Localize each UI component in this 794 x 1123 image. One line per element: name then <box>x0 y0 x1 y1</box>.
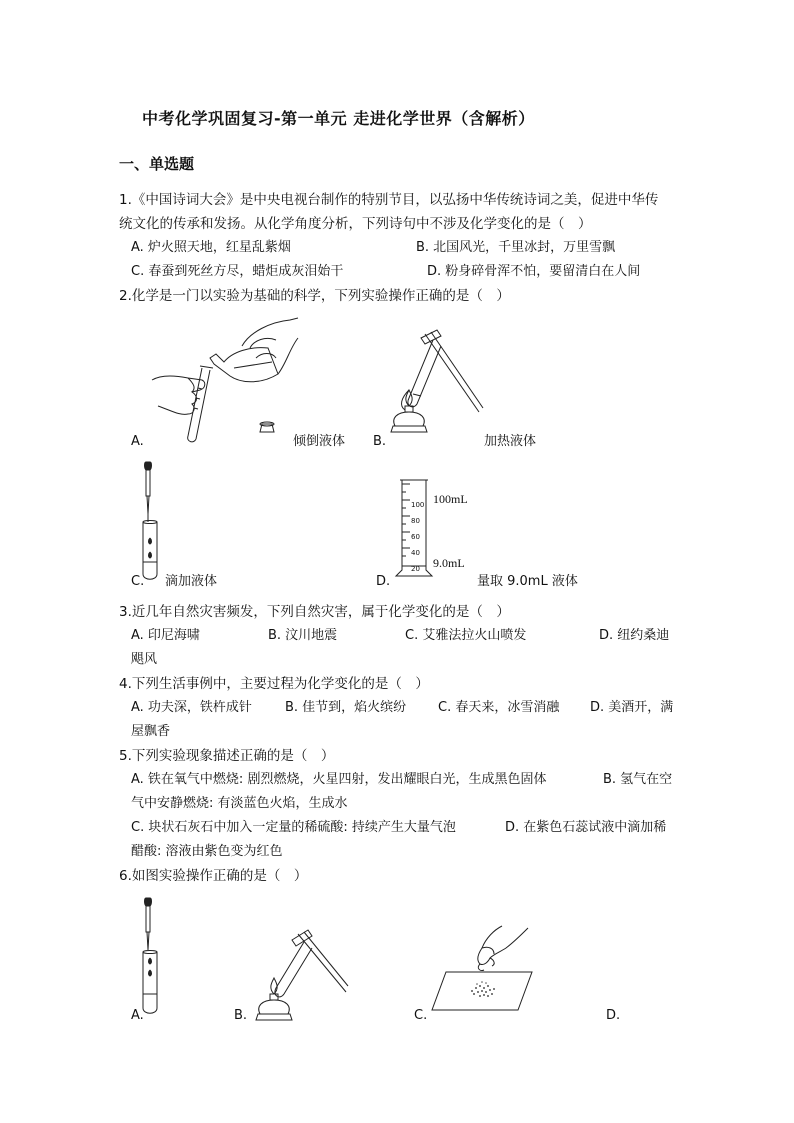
q4-option-b: B. 佳节到，焰火缤纷 <box>285 700 407 715</box>
q3-option-b: B. 汶川地震 <box>268 628 338 643</box>
cylinder-tick-20: 20 <box>411 565 420 573</box>
heating-liquid-illustration <box>385 328 485 440</box>
q6-option-a: A. <box>131 1008 144 1023</box>
cylinder-tick-60: 60 <box>411 533 420 541</box>
q3-option-c: C. 艾雅法拉火山喷发 <box>405 628 527 643</box>
q6-dropper-illustration <box>140 896 170 1018</box>
q5-stem: 5.下列实验现象描述正确的是（ ） <box>119 748 335 764</box>
q1-option-b: B. 北国风光，千里冰封，万里雪飘 <box>416 240 616 255</box>
q4-option-d-continued: 屋飘香 <box>131 724 171 739</box>
q1-stem-line2: 统文化的传承和发扬。从化学角度分析，下列诗句中不涉及化学变化的是（ ） <box>119 216 592 232</box>
q6-option-d: D. <box>606 1008 621 1023</box>
q2-option-b-caption: 加热液体 <box>484 434 537 449</box>
q3-option-a: A. 印尼海啸 <box>131 628 200 643</box>
q6-option-c: C. <box>414 1008 428 1023</box>
q2-option-d-letter: D. <box>376 574 391 589</box>
q4-option-c: C. 春天来，冰雪消融 <box>438 700 560 715</box>
cylinder-tick-40: 40 <box>411 549 420 557</box>
q4-option-d: D. 美酒开，满 <box>590 700 674 715</box>
dropper-over-test-tube-illustration <box>140 460 170 582</box>
section-heading: 一、单选题 <box>119 155 195 173</box>
cylinder-capacity-label: 100mL <box>433 492 468 506</box>
cylinder-tick-labels <box>411 497 424 577</box>
q6-option-b: B. <box>234 1008 248 1023</box>
q5-option-d: D. 在紫色石蕊试液中滴加稀 <box>505 820 667 835</box>
q5-option-b-continued: 气中安静燃烧: 有淡蓝色火焰，生成水 <box>131 796 348 811</box>
q2-option-c-caption: 滴加液体 <box>165 574 218 589</box>
q5-option-d-continued: 醋酸: 溶液由紫色变为红色 <box>131 844 283 859</box>
q2-option-a-letter: A. <box>131 434 144 449</box>
q1-option-c: C. 春蚕到死丝方尽，蜡炬成灰泪始干 <box>131 264 344 279</box>
q5-option-c: C. 块状石灰石中加入一定量的稀硫酸: 持续产生大量气泡 <box>131 820 456 835</box>
q5-option-b: B. 氢气在空 <box>603 772 673 787</box>
q2-stem: 2.化学是一门以实验为基础的科学，下列实验操作正确的是（ ） <box>119 288 510 304</box>
cylinder-tick-80: 80 <box>411 517 420 525</box>
cylinder-volume-label: 9.0mL <box>433 556 465 570</box>
q6-sprinkling-solid-illustration <box>432 924 534 1014</box>
q2-option-c-letter: C. <box>131 574 145 589</box>
cylinder-tick-100: 100 <box>411 501 425 509</box>
q1-stem-line1: 1.《中国诗词大会》是中央电视台制作的特别节目，以弘扬中华传统诗词之美，促进中华传 <box>119 192 659 208</box>
q3-option-d: D. 纽约桑迪 <box>599 628 670 643</box>
pouring-liquid-illustration <box>150 318 300 443</box>
q4-stem: 4.下列生活事例中，主要过程为化学变化的是（ ） <box>119 676 429 692</box>
q4-option-a: A. 功夫深，铁杵成针 <box>131 700 252 715</box>
q5-option-a: A. 铁在氧气中燃烧: 剧烈燃烧，火星四射，发出耀眼白光，生成黑色固体 <box>131 772 547 787</box>
q1-option-d: D. 粉身碎骨浑不怕，要留清白在人间 <box>427 264 641 279</box>
q6-heating-illustration <box>248 928 348 1024</box>
document-title: 中考化学巩固复习-第一单元 走进化学世界（含解析） <box>142 109 535 128</box>
q3-option-d-continued: 飓风 <box>131 652 158 667</box>
q2-option-b-letter: B. <box>373 434 387 449</box>
q2-option-a-caption: 倾倒液体 <box>293 434 346 449</box>
q1-option-a: A. 炉火照天地，红星乱紫烟 <box>131 240 291 255</box>
q3-stem: 3.近几年自然灾害频发，下列自然灾害，属于化学变化的是（ ） <box>119 604 510 620</box>
q2-option-d-caption: 量取 9.0mL 液体 <box>477 574 578 589</box>
q6-stem: 6.如图实验操作正确的是（ ） <box>119 868 308 884</box>
